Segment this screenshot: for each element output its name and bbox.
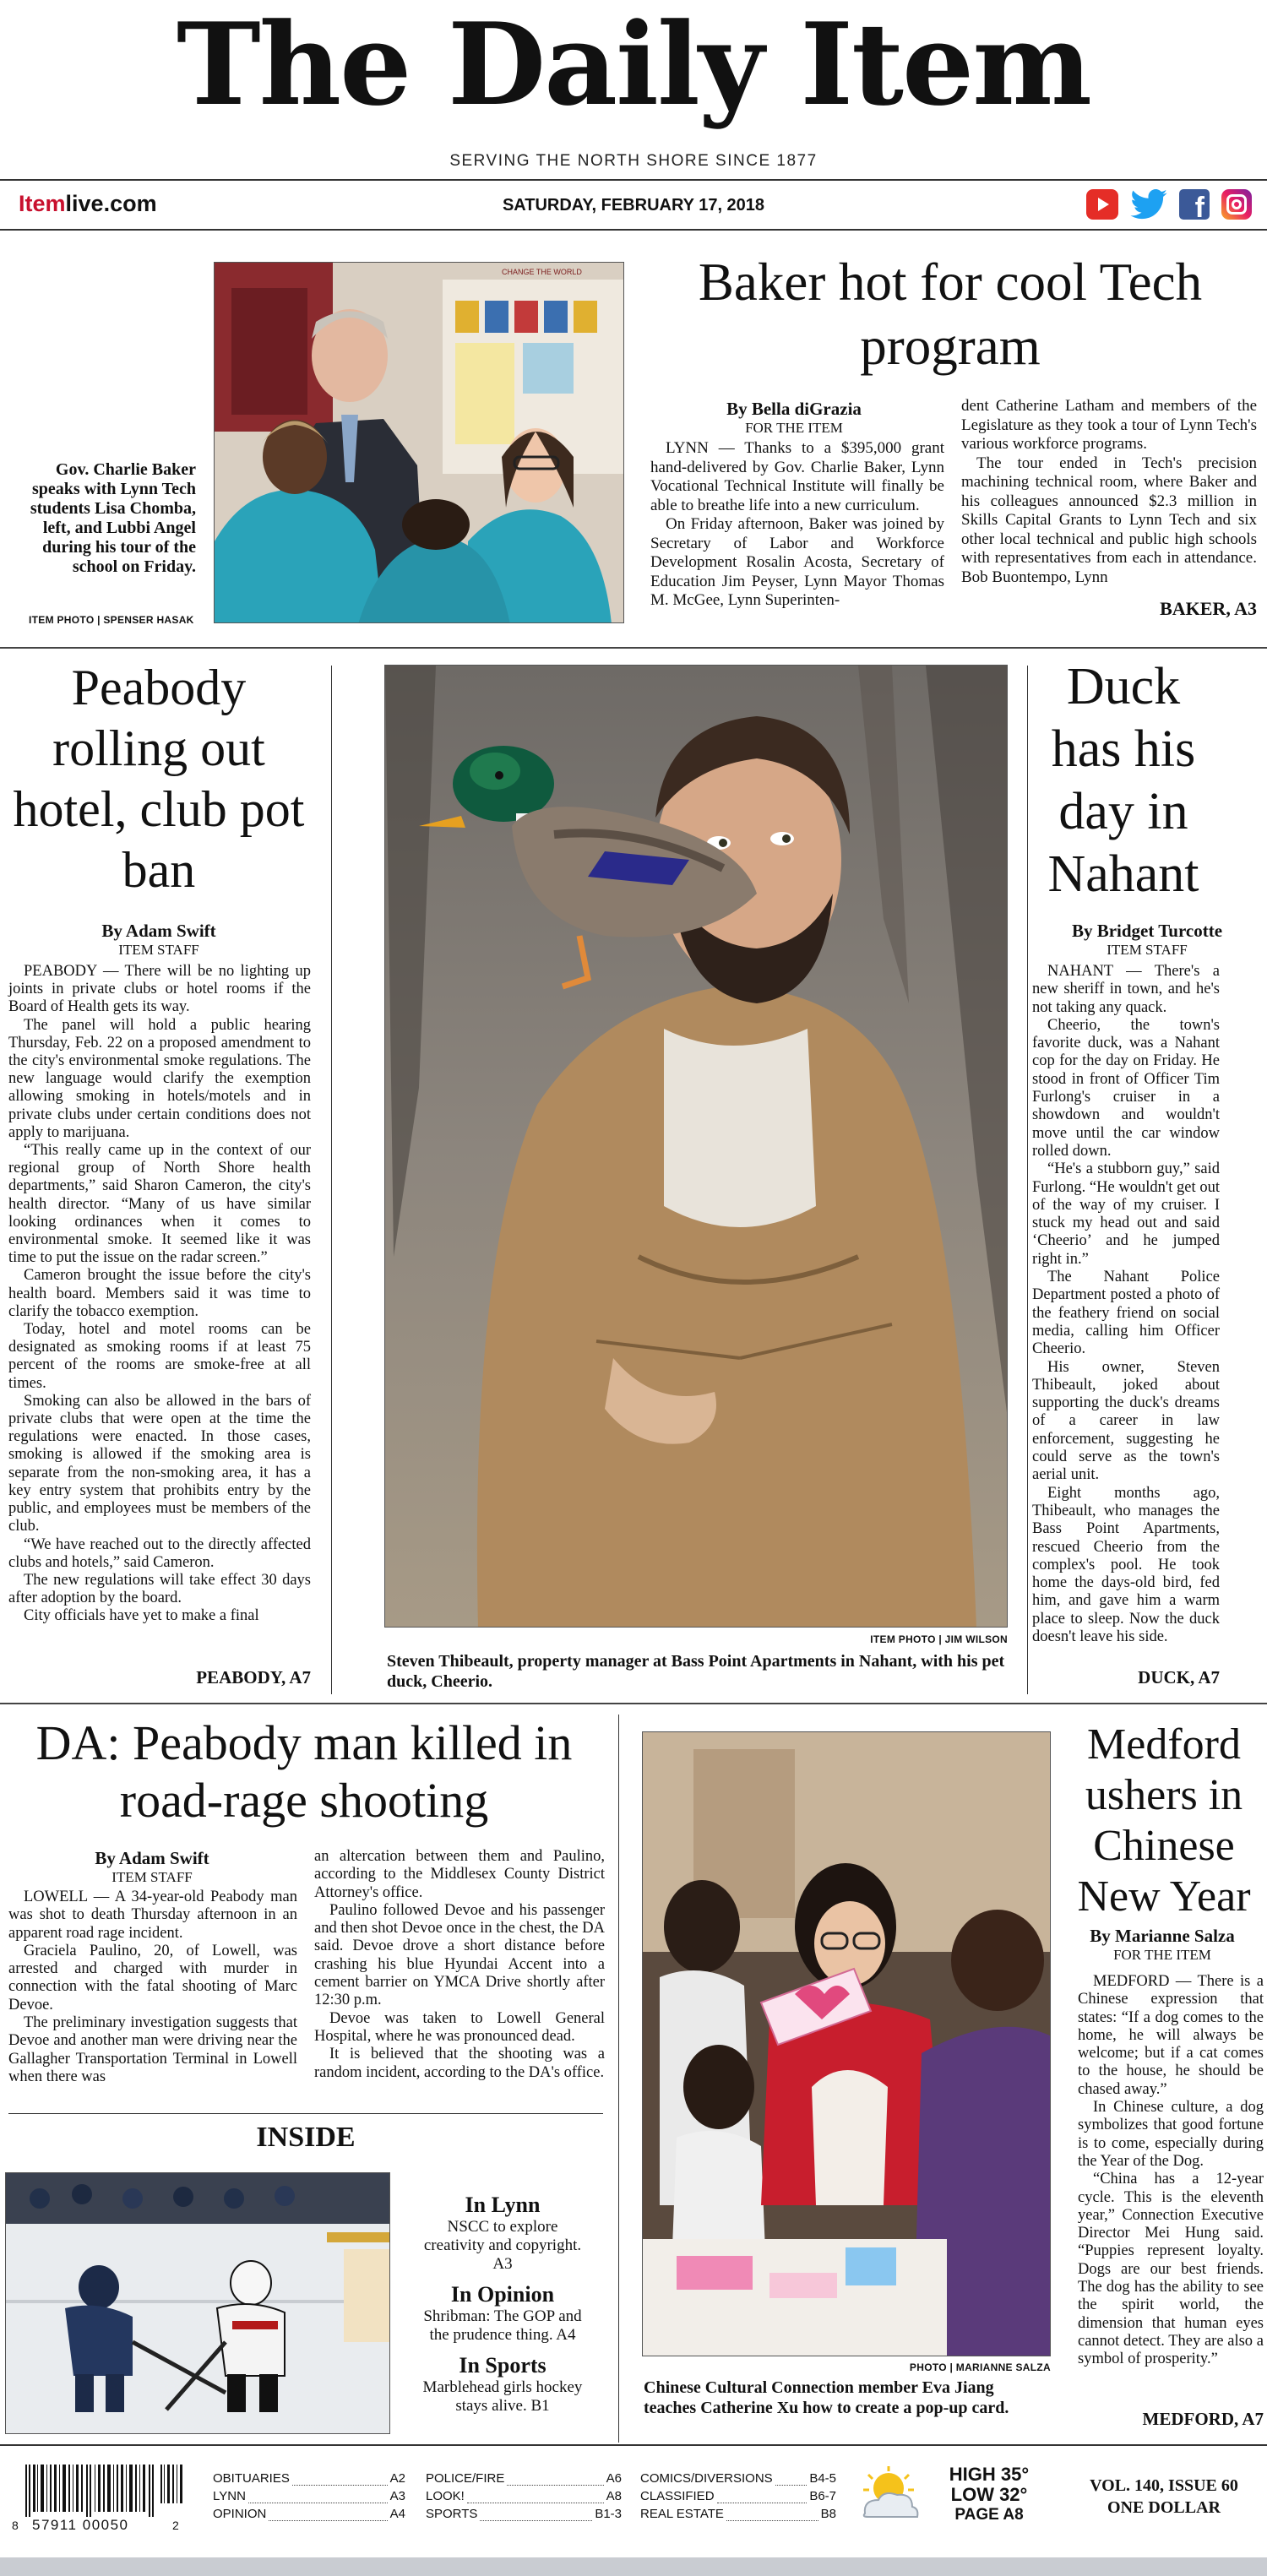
- inside-title: INSIDE: [256, 2122, 356, 2153]
- roadrage-paragraph: Paulino followed Devoe and his passenger and then shot Devoe once in the chest, the DA said. Devoe drove a short distance before crashing his blue Hyundai Accent into a cement barrier on YMCA Drive shortly after 12:30 p.m.: [314, 1901, 605, 2009]
- duck-paragraph: Eight months ago, Thibeault, who manages the Bass Point Apartments, rescued Cheerio from the complex's pool. He took home the days-old bird, fed him, and gave him a warm place to sleep. Now the duck doesn't leave his side.: [1032, 1484, 1220, 1645]
- index-item[interactable]: [426, 2471, 622, 2489]
- roadrage-paragraph: an altercation between them and Paulino, according to the Middlesex County District Attorney's office.: [314, 1848, 605, 1901]
- site-link-item: Item: [19, 191, 66, 216]
- duck-headline: Duck has his day in Nahant: [1047, 658, 1199, 903]
- roadrage-byline: [8, 1848, 296, 1886]
- index-page: A2: [389, 2471, 405, 2486]
- inside-teaser-head: In Lynn: [465, 2193, 541, 2217]
- index-label: OPINION: [213, 2507, 267, 2521]
- column-rule-left: [331, 666, 332, 1694]
- duck-paragraph: NAHANT — There's a new sheriff in town, and he's not taking any quack.: [1032, 963, 1220, 1016]
- index-label: LOOK!: [426, 2489, 465, 2503]
- newspaper-title: The Daily Item: [176, 0, 1090, 131]
- duck-byline: [1030, 921, 1264, 959]
- hockey-photo-image: [6, 2173, 390, 2434]
- index-page: A4: [389, 2507, 405, 2521]
- duck-paragraph: “He's a stubborn guy,” said Furlong. “He wouldn't get out of the way of my cruiser. I stuck my head out and said ‘Cheerio’ and he jumped right in.”: [1032, 1160, 1220, 1268]
- lead-byline: [650, 399, 938, 437]
- peabody-paragraph: “We have reached out to the directly affected clubs and hotels,” said Cameron.: [8, 1535, 311, 1571]
- issue-price: ONE DOLLAR: [1107, 2498, 1221, 2517]
- peabody-paragraph: The new regulations will take effect 30 days after adoption by the board.: [8, 1571, 311, 1607]
- masthead-tagline: SERVING THE NORTH SHORE SINCE 1877: [449, 152, 818, 170]
- index-page: B1-3: [595, 2507, 622, 2521]
- medford-body: [1078, 1973, 1264, 2369]
- index-item[interactable]: [426, 2489, 622, 2507]
- inside-teaser[interactable]: [402, 2282, 603, 2345]
- medford-paragraph: In Chinese culture, a dog symbolizes that good fortune is to come, especially during the Year of the Dog.: [1078, 2099, 1264, 2170]
- roadrage-paragraph: Graciela Paulino, 20, of Lowell, was arrested and charged with murder in connection with the fatal shooting of Marc Devoe.: [8, 1942, 297, 2014]
- lead-photo-image: [215, 263, 624, 623]
- lead-photo-credit: ITEM PHOTO | SPENSER HASAK: [29, 614, 194, 626]
- lead-paragraph: The tour ended in Tech's precision machining technical room, where Baker and his colleagues announced $2.3 million in Skills Capital Grants to Lynn Tech and six other local technical and public high schools with representatives from each in attendance. Bob Buontempo, Lynn: [961, 454, 1257, 586]
- masthead: [0, 0, 1267, 177]
- barcode: [12, 2465, 189, 2537]
- masthead-rule-bottom: [0, 229, 1267, 231]
- medford-byline: [1061, 1926, 1264, 1964]
- duck-paragraph: His owner, Steven Thibeault, joked about supporting the duck's dreams of a career in law enforcement, suggesting he could serve as the town's aerial unit.: [1032, 1358, 1220, 1484]
- medford-paragraph: “China has a 12-year cycle. This is the eleventh year,” Connection Executive Director Mei Hung said. “Puppies represent loyalty. Dogs are our best friends. The dog has the ability to see the spirit world, the dimension that human eyes cannot detect. They are also a symbol of prosperity.”: [1078, 2171, 1264, 2368]
- duck-photo-caption: Steven Thibeault, property manager at Bass Point Apartments in Nahant, with his pet duck, Cheerio.: [387, 1652, 1005, 1691]
- weather: [934, 2465, 1044, 2525]
- index-page: B8: [820, 2507, 836, 2521]
- peabody-paragraph: City officials have yet to make a final: [24, 1607, 259, 1625]
- lead-byline-role: FOR THE ITEM: [745, 420, 843, 436]
- social-icons: [1086, 189, 1252, 220]
- lead-paragraph: LYNN — Thanks to a $395,000 grant hand-delivered by Gov. Charlie Baker, Lynn Vocational Technical Institute will finally be able to breathe life into a new curriculum.: [650, 439, 944, 514]
- index-page: A8: [606, 2489, 622, 2503]
- medford-headline: Medford ushers in Chinese New Year: [1077, 1720, 1251, 1921]
- peabody-paragraph: PEABODY — There will be no lighting up joints in private clubs or hotel rooms if the Board of Health gets its way.: [8, 963, 311, 1016]
- medford-photo-caption: Chinese Cultural Connection member Eva Jiang teaches Catherine Xu how to create a pop-up card.: [644, 2378, 1009, 2417]
- index-label: OBITUARIES: [213, 2471, 290, 2486]
- roadrage-byline-name: By Adam Swift: [95, 1848, 209, 1868]
- weather-page: PAGE A8: [954, 2506, 1024, 2524]
- duck-paragraph: The Nahant Police Department posted a photo of the feathery friend on social media, calling him Officer Cheerio.: [1032, 1269, 1220, 1358]
- site-link-live: live.com: [65, 191, 157, 216]
- peabody-paragraph: Today, hotel and motel rooms can be designated as smoking rooms if at least 75 percent of the rooms are smoke-free at all times.: [8, 1321, 311, 1392]
- weather-high: HIGH 35°: [949, 2464, 1030, 2485]
- peabody-byline-name: By Adam Swift: [101, 921, 216, 941]
- peabody-paragraph: “This really came up in the context of our regional group of North Shore health departments,” said Sharon Cameron, the city's health director. “Many of us have similar looking ordinances when it comes to environmental smoke. It seemed like it was time to put the issue on the radar screen.”: [8, 1142, 311, 1267]
- weather-low: LOW 32°: [950, 2484, 1028, 2505]
- instagram-icon[interactable]: [1221, 189, 1252, 220]
- barcode-left: 8: [12, 2519, 19, 2532]
- medford-photo-image: [643, 1732, 1051, 2356]
- medford-photo-credit: PHOTO | MARIANNE SALZA: [909, 2361, 1051, 2373]
- index-page: B4-5: [809, 2471, 836, 2486]
- lead-headline: Baker hot for cool Tech program: [698, 253, 1203, 376]
- masthead-bar: [0, 181, 1267, 228]
- peabody-paragraph: Cameron brought the issue before the city's health board. Members said it was time to clarify the tobacco exemption.: [8, 1267, 311, 1320]
- inside-teaser-text: Marblehead girls hockey stays alive. B1: [422, 2378, 583, 2415]
- roadrage-paragraph: The preliminary investigation suggests that Devoe and another man were driving near the Gallagher Transportation Terminal in Lowell when there was: [8, 2014, 297, 2085]
- peabody-jump[interactable]: PEABODY, A7: [196, 1667, 311, 1687]
- roadrage-paragraph: It is believed that the shooting was a random incident, according to the DA's office.: [314, 2046, 605, 2081]
- inside-photo: [5, 2172, 390, 2434]
- index-page: A3: [389, 2489, 405, 2503]
- duck-byline-role: ITEM STAFF: [1107, 942, 1188, 958]
- index-item[interactable]: [213, 2507, 405, 2524]
- index-label: REAL ESTATE: [640, 2507, 724, 2521]
- index-item[interactable]: [640, 2507, 836, 2524]
- peabody-headline: Peabody rolling out hotel, club pot ban: [13, 660, 305, 898]
- issue-info: [1071, 2475, 1257, 2519]
- roadrage-byline-role: ITEM STAFF: [111, 1869, 193, 1885]
- lead-photo-caption: Gov. Charlie Baker speaks with Lynn Tech students Lisa Chomba, left, and Lubbi Angel during his tour of the school on Friday.: [30, 460, 196, 576]
- index-item[interactable]: [213, 2471, 405, 2489]
- index-label: COMICS/DIVERSIONS: [640, 2471, 773, 2486]
- index-column-2: [426, 2471, 622, 2524]
- index-page: B6-7: [809, 2489, 836, 2503]
- issue-volume: VOL. 140, ISSUE 60: [1090, 2476, 1238, 2495]
- inside-teaser-text: Shribman: The GOP and the prudence thing. A4: [423, 2307, 582, 2344]
- roadrage-paragraph: Devoe was taken to Lowell General Hospital, where he was pronounced dead.: [314, 2009, 605, 2045]
- duck-paragraph: Cheerio, the town's favorite duck, was a Nahant cop for the day on Friday. He stood in front of Officer Tim Furlong's cruiser in a showdown and wouldn't move until the car window rolled down.: [1032, 1016, 1220, 1160]
- duck-body: [1032, 963, 1220, 1646]
- peabody-body: [8, 963, 311, 1626]
- index-item[interactable]: [213, 2489, 405, 2507]
- index-item[interactable]: [640, 2489, 836, 2507]
- facebook-icon[interactable]: f: [1179, 189, 1210, 220]
- page-bottom-band: [0, 2557, 1267, 2576]
- peabody-byline-role: ITEM STAFF: [118, 942, 199, 958]
- barcode-mid: 57911 00050: [32, 2517, 129, 2533]
- peabody-paragraph: The panel will hold a public hearing Thursday, Feb. 22 on a proposed amendment to the city's environmental smoke regulations. The new language would clarify the exemption allowing smoking in hotels/motels and in private clubs under certain conditions does not apply to marijuana.: [8, 1016, 311, 1141]
- medford-photo: [642, 1731, 1051, 2356]
- inside-teaser-head: In Opinion: [450, 2282, 555, 2307]
- duck-photo: [384, 665, 1008, 1628]
- index-item[interactable]: [426, 2507, 622, 2524]
- duck-jump[interactable]: DUCK, A7: [1138, 1667, 1220, 1687]
- inside-rule: [8, 2113, 603, 2114]
- index-label: POLICE/FIRE: [426, 2471, 505, 2486]
- lead-byline-name: By Bella diGrazia: [726, 399, 862, 419]
- medford-byline-role: FOR THE ITEM: [1113, 1947, 1211, 1963]
- index-column-1: [213, 2471, 405, 2524]
- inside-teaser[interactable]: [402, 2193, 603, 2274]
- lead-photo-sign: CHANGE THE WORLD: [502, 268, 582, 276]
- index-column-3: [640, 2471, 836, 2524]
- barcode-right: 2: [172, 2519, 179, 2532]
- barcode-bars: [19, 2465, 188, 2517]
- roadrage-column-1: [8, 1889, 297, 2086]
- section-rule-2: [0, 1703, 1267, 1704]
- index-label: CLASSIFIED: [640, 2489, 715, 2503]
- medford-paragraph: MEDFORD — There is a Chinese expression that states: “If a dog comes to the home, he will always be welcome; but if a cat comes to the house, he should be chased away.”: [1078, 1973, 1264, 2098]
- duck-byline-name: By Bridget Turcotte: [1071, 921, 1223, 941]
- index-label: LYNN: [213, 2489, 246, 2503]
- inside-teaser[interactable]: [402, 2353, 603, 2416]
- lead-column-2: [961, 397, 1257, 587]
- lead-paragraph: On Friday afternoon, Baker was joined by Secretary of Labor and Workforce Development Rosalin Acosta, Secretary of Education Jim Peyser, Lynn Mayor Thomas M. McGee, Lynn Superinten-: [650, 515, 944, 609]
- lead-paragraph: dent Catherine Latham and members of the Legislature as they took a tour of Lynn Tech's various workforce programs.: [961, 397, 1257, 453]
- index-item[interactable]: [640, 2471, 836, 2489]
- inside-teasers: [402, 2193, 603, 2416]
- section-rule-1: [0, 647, 1267, 649]
- lead-jump[interactable]: BAKER, A3: [1160, 598, 1257, 619]
- issue-date: SATURDAY, FEBRUARY 17, 2018: [502, 196, 765, 215]
- lead-photo: [214, 262, 624, 623]
- peabody-byline: [5, 921, 313, 959]
- roadrage-headline: DA: Peabody man killed in road-rage shooting: [35, 1715, 573, 1828]
- roadrage-column-2: [314, 1848, 605, 2082]
- weather-icon: [853, 2465, 924, 2527]
- youtube-icon[interactable]: [1086, 189, 1118, 220]
- index-page: A6: [606, 2471, 622, 2486]
- roadrage-paragraph: LOWELL — A 34-year-old Peabody man was shot to death Thursday afternoon in an apparent road rage incident.: [8, 1889, 297, 1942]
- footer-rule: [0, 2444, 1267, 2446]
- medford-jump[interactable]: MEDFORD, A7: [1142, 2409, 1264, 2429]
- inside-teaser-head: In Sports: [459, 2353, 546, 2378]
- column-rule-bottom: [618, 1715, 619, 2443]
- index-label: SPORTS: [426, 2507, 478, 2521]
- inside-teaser-text: NSCC to explore creativity and copyright. A3: [423, 2218, 582, 2273]
- twitter-icon[interactable]: [1130, 189, 1167, 220]
- medford-byline-name: By Marianne Salza: [1090, 1926, 1235, 1946]
- lead-column-1: [650, 439, 944, 611]
- duck-photo-image: [385, 666, 1008, 1628]
- duck-photo-credit: ITEM PHOTO | JIM WILSON: [870, 1633, 1008, 1645]
- peabody-paragraph: Smoking can also be allowed in the bars of private clubs that were open at the time the regulations were enacted. In those cases, smoking is allowed if the smoking area is separate from the non-smoking area, it has a key entry system that prohibits entry by the public, and employees must be members of the club.: [8, 1392, 311, 1535]
